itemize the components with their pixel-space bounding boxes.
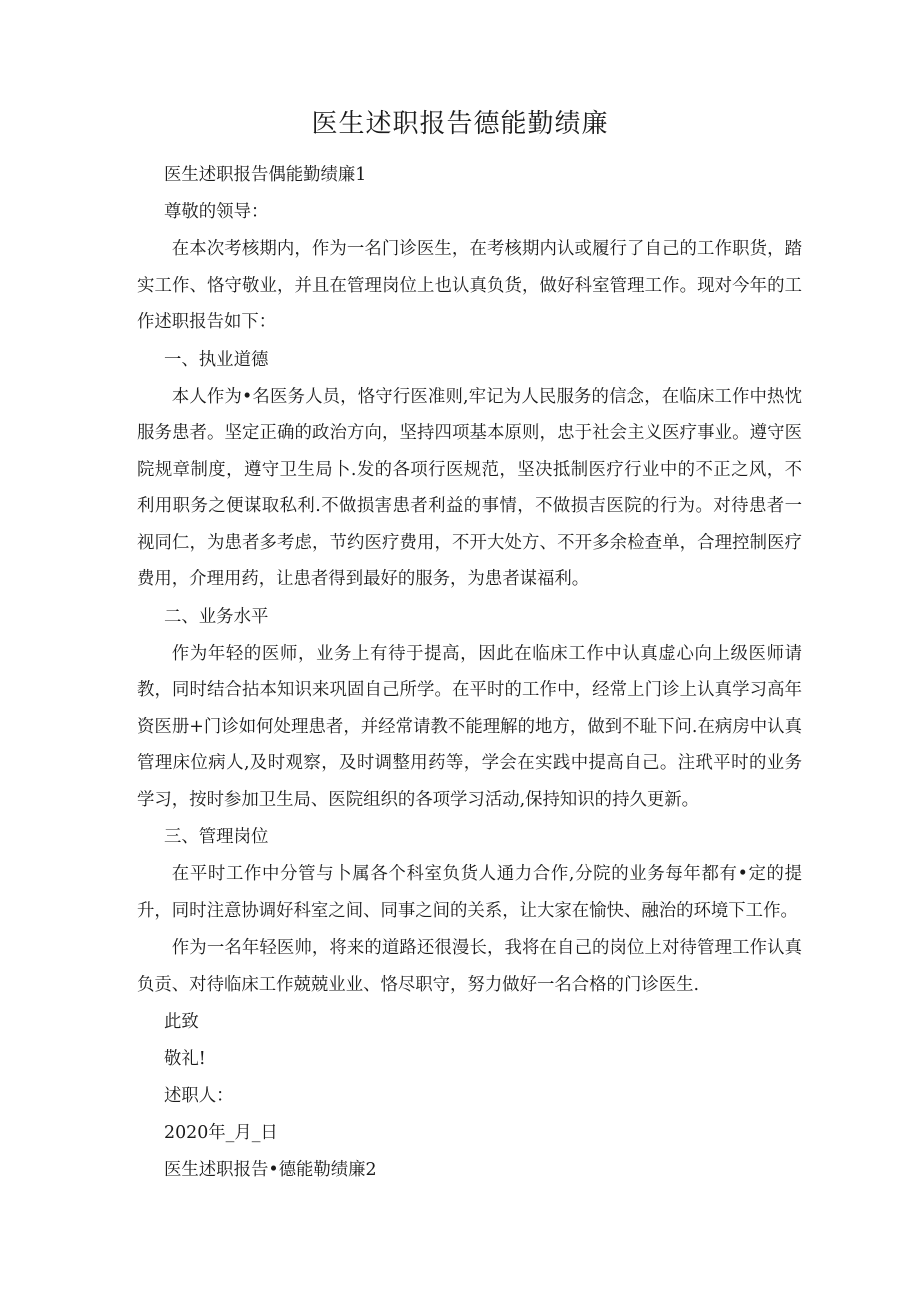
section2-paragraph: 作为年轻的医师，业务上有待于提高，因此在临床工作中认真虚心向上级医师请教，同时结合拈本知识来巩固自己所学。在平时的工作中，经常上门诊上认真学习高年资医册+门诊如何处理患者，并经常请教不能理解的地方，做到不耻下问.在病房中认真管理床位病人,及时观察，及时调整用药等，学会在实践中提高自己。注玳平时的业务学习，按时参加卫生局、医院组织的各项学习活动,保持知识的持久更新。 <box>137 643 802 810</box>
document-title: 医生述职报告德能勤绩廉 <box>311 109 609 139</box>
closing-line-1: 此致 <box>164 1012 199 1032</box>
document-subtitle: 医生述职报告偶能勤绩廉1 <box>164 165 367 185</box>
intro-paragraph: 在本次考核期内，作为一名门诊医生，在考核期内认或履行了自己的工作职货，踏实工作、恪守敬业，并且在管理岗位上也认真负货，做好科室管理工作。现对今年的工作述职报告如下： <box>137 239 802 332</box>
document-body <box>137 157 802 1188</box>
section1-heading: 一、执业道德 <box>164 349 269 370</box>
section3-heading: 三、管理岗位 <box>164 827 269 847</box>
closing-paragraph: 作为一名年轻医帅，将来的道路还很漫长，我将在自己的岗位上对待管理工作认真负贡、对待临床工作兢兢业业、恪尽职守，努力做好一名合格的门诊医生. <box>137 938 802 995</box>
section2-heading: 二、业务水平 <box>164 606 269 627</box>
next-document-title: 医生述职报告•德能勒绩廉2 <box>164 1160 377 1180</box>
signature-line: 述职人： <box>164 1086 234 1106</box>
date-line: 2020年_月_日 <box>164 1123 278 1143</box>
section3-paragraph: 在平时工作中分管与卜属各个科室负货人通力合作,分院的业务每年都有•定的提升，同时注意协调好科室之间、同事之间的关系，让大家在愉快、融治的环境下工作。 <box>137 864 802 921</box>
section1-paragraph: 本人作为•名医务人员，恪守行医准则,牢记为人民服务的信念，在临床工作中热忱服务患者。坚定正确的政治方向，坚持四项基本原则，忠于社会主义医疗事业。遵守医院规章制度，遵守卫生局卜.发的各项行医规范，坚决抵制医疗行业中的不正之风，不利用职务之便谋取私利.不做损害患者利益的事情，不做损吉医院的行为。对待患者一视同仁，为患者多考虑，节约医疗费用，不开大处方、不开多余检查单，合理控制医疗费用，介理用药，让患者得到最好的服务，为患者谋福利。 <box>137 386 802 589</box>
closing-line-2: 敬礼! <box>164 1049 206 1069</box>
salutation: 尊敬的领导： <box>164 202 269 222</box>
